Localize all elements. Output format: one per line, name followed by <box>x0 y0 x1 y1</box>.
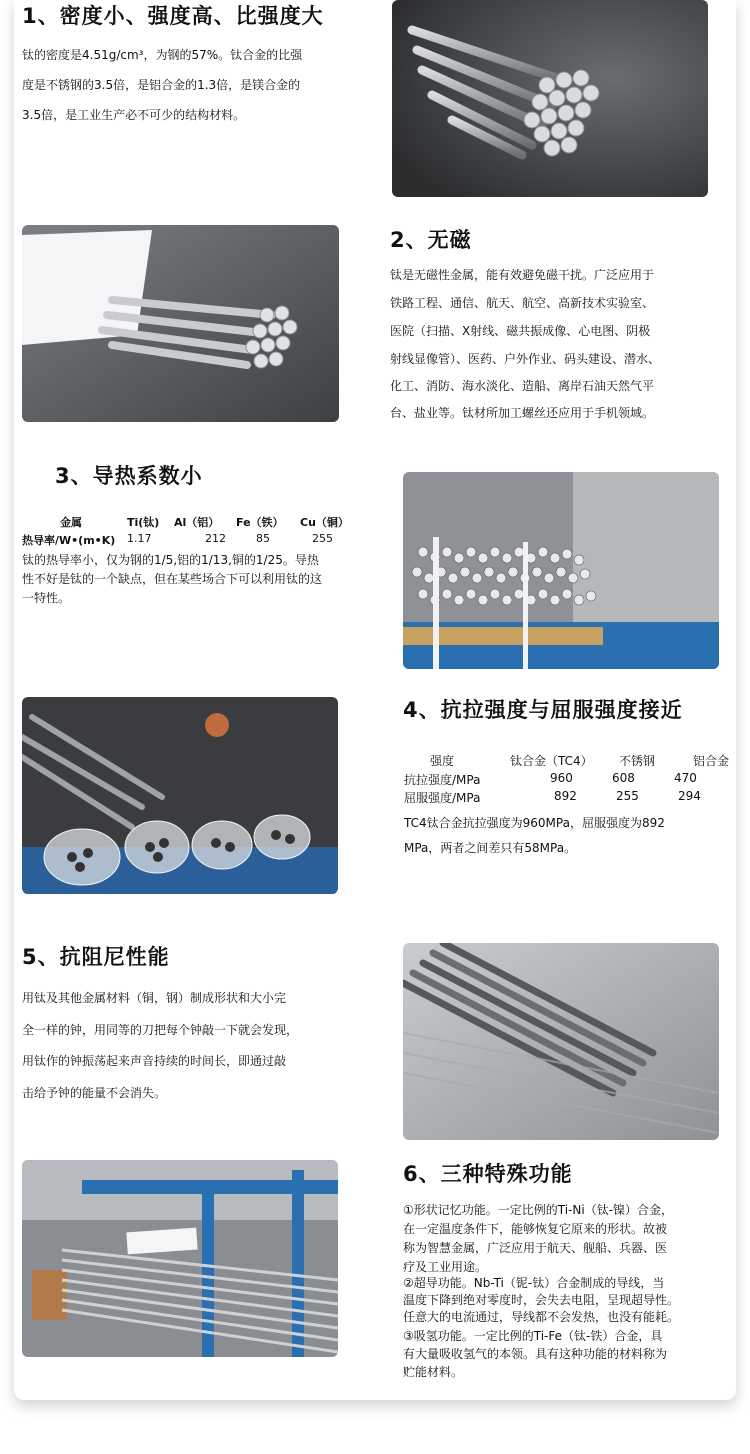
long-rods-closeup-photo <box>403 943 719 1140</box>
section-3-line-3: 一特性。 <box>22 591 71 605</box>
strength-header-aluminum: 铝合金 <box>693 754 730 768</box>
yield-stainless: 255 <box>616 789 639 803</box>
thermal-header-cu: Cu（铜） <box>300 516 349 529</box>
thermal-row-label: 热导率/W•(m•K) <box>22 534 116 547</box>
section-2-line-4: 射线显像管）、医药、户外作业、码头建设、潜水、 <box>390 352 661 366</box>
section-6-line-2: 在一定温度条件下，能够恢复它原来的形状。故被 <box>403 1222 668 1236</box>
section-1-title: 1、密度小、强度高、比强度大 <box>22 4 324 28</box>
tensile-label: 抗拉强度/MPa <box>404 773 481 787</box>
tensile-aluminum: 470 <box>674 771 697 785</box>
strength-header-tc4: 钛合金（TC4） <box>510 754 593 768</box>
section-6-line-6: 温度下降到绝对零度时，会失去电阻，呈现超导性。 <box>403 1293 680 1307</box>
section-2-line-3: 医院（扫描、X射线、磁共振成像、心电图、阴极 <box>390 324 651 338</box>
section-5-line-4: 击给予钟的能量不会消失。 <box>22 1086 167 1100</box>
section-6-line-10: 贮能材料。 <box>403 1365 464 1379</box>
thermal-table-row <box>22 532 372 546</box>
section-3-line-2: 性不好是钛的一个缺点，但在某些场合下可以利用钛的这 <box>22 572 323 586</box>
thermal-value-ti: 1.17 <box>127 532 152 545</box>
yield-aluminum: 294 <box>678 789 701 803</box>
section-5-line-3: 用钛作的钟振荡起来声音持续的时间长，即通过敲 <box>22 1054 287 1068</box>
section-3-title: 3、导热系数小 <box>55 464 203 488</box>
section-3-line-1: 钛的热导率小，仅为钢的1/5,铝的1/13,铜的1/25。导热 <box>22 553 319 567</box>
thermal-value-al: 212 <box>205 532 226 545</box>
strength-header-stainless: 不锈钢 <box>619 754 656 768</box>
tensile-stainless: 608 <box>612 771 635 785</box>
section-2-line-6: 台、盐业等。钛材所加工螺丝还应用于手机领域。 <box>390 406 655 420</box>
section-6-line-7: 任意大的电流通过，导线都不会发热，也没有能耗。 <box>403 1310 680 1324</box>
tensile-tc4: 960 <box>550 771 573 785</box>
section-6-line-4: 疗及工业用途。 <box>403 1260 488 1274</box>
strength-table-header <box>404 752 744 768</box>
section-2-line-2: 铁路工程、通信、航天、航空、高新技术实验室、 <box>390 296 655 310</box>
yield-label: 屈服强度/MPa <box>404 791 481 805</box>
section-6-line-1: ①形状记忆功能。一定比例的Ti-Ni（钛-镍）合金， <box>403 1203 674 1217</box>
titanium-rod-bundle-photo <box>392 0 708 197</box>
section-6-line-9: 有大量吸收氢气的本领。具有这种功能的材料称为 <box>403 1347 668 1361</box>
section-6-line-8: ③吸氢功能。一定比例的Ti-Fe（钛-铁）合金，具 <box>403 1329 663 1343</box>
strength-header-strength: 强度 <box>430 754 455 768</box>
section-5-title: 5、抗阻尼性能 <box>22 945 170 969</box>
wrapped-rod-bundles-photo <box>22 697 338 894</box>
yield-tc4: 892 <box>554 789 577 803</box>
thermal-header-fe: Fe（铁） <box>236 516 284 529</box>
thermal-header-al: Al（铝） <box>174 516 220 529</box>
section-5-line-1: 用钛及其他金属材料（铜，钢）制成形状和大小完 <box>22 991 287 1005</box>
section-6-title: 6、三种特殊功能 <box>403 1162 573 1186</box>
rod-bundles-on-blue-shelf-photo <box>403 472 719 669</box>
warehouse-rack-photo <box>22 1160 338 1357</box>
thermal-value-fe: 85 <box>256 532 270 545</box>
section-5-line-2: 全一样的钟，用同等的刀把每个钟敲一下就会发现， <box>22 1023 299 1037</box>
thermal-table-header <box>22 514 372 528</box>
section-2-title: 2、无磁 <box>390 228 472 252</box>
section-6-line-3: 称为智慧金属，广泛应用于航天、舰船、兵器、医 <box>403 1241 668 1255</box>
section-4-title: 4、抗拉强度与屈服强度接近 <box>403 698 683 722</box>
section-2-line-1: 钛是无磁性金属，能有效避免磁干扰。广泛应用于 <box>390 268 655 282</box>
section-1-line-1: 钛的密度是4.51g/cm³，为钢的57%。钛合金的比强 <box>22 48 303 62</box>
section-1-line-2: 度是不锈钢的3.5倍，是铝合金的1.3倍，是镁合金的 <box>22 78 301 92</box>
thermal-value-cu: 255 <box>312 532 333 545</box>
thermal-header-metal: 金属 <box>60 516 82 529</box>
section-6-line-5: ②超导功能。Nb-Ti（铌-钛）合金制成的导线，当 <box>403 1276 665 1290</box>
strength-row-tensile <box>404 771 744 787</box>
rods-with-label-photo <box>22 225 339 422</box>
thermal-header-ti: Ti(钛) <box>127 516 160 529</box>
section-4-line-2: MPa，两者之间差只有58MPa。 <box>404 841 577 855</box>
section-2-line-5: 化工、消防、海水淡化、造船、离岸石油天然气平 <box>390 379 655 393</box>
section-4-line-1: TC4钛合金抗拉强度为960MPa，屈服强度为892 <box>404 816 665 830</box>
section-1-line-3: 3.5倍，是工业生产必不可少的结构材料。 <box>22 108 246 122</box>
strength-row-yield <box>404 789 744 805</box>
